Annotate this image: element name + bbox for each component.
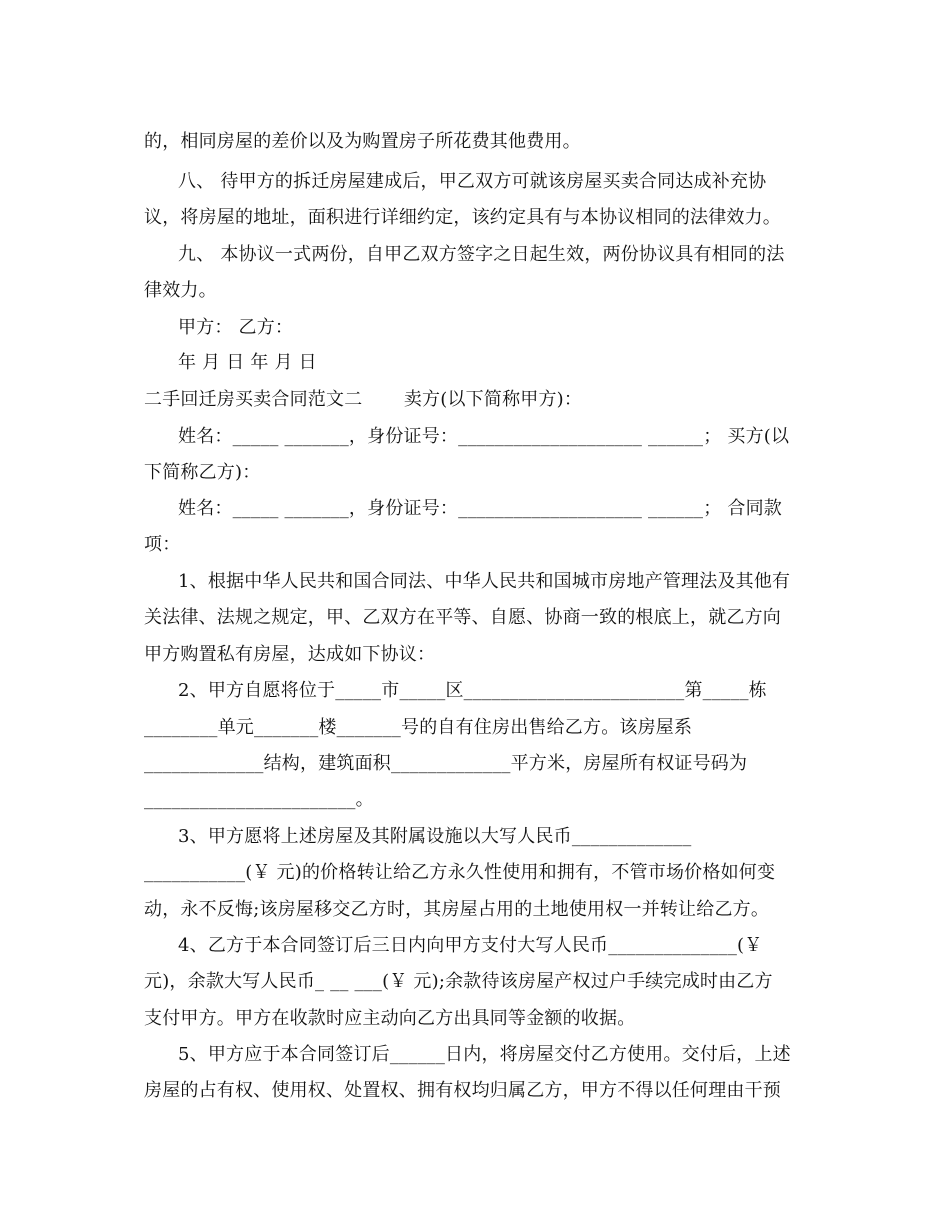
text-line: 项： bbox=[144, 534, 181, 555]
text-line: _______________________。 bbox=[144, 789, 374, 810]
text-line: 下简称乙方)： bbox=[144, 462, 261, 483]
text-line: 姓名：_____ _______，身份证号：____________________ ______； 买方(以 bbox=[178, 426, 790, 447]
text-line: 甲方： 乙方： bbox=[178, 317, 294, 338]
text-line: 元)，余款大写人民币_ __ ___(￥ 元);余款待该房屋产权过户手续完成时由乙方 bbox=[144, 971, 773, 992]
text-line: 1、根据中华人民共和国合同法、中华人民共和国城市房地产管理法及其他有 bbox=[178, 571, 791, 592]
text-line: 4、乙方于本合同签订后三日内向甲方支付大写人民币______________(￥ bbox=[178, 935, 763, 956]
section-heading: 二手回迁房买卖合同范文二 卖方(以下简称甲方)： bbox=[144, 389, 583, 410]
text-line: _____________结构，建筑面积_____________平方米，房屋所有权证号码为 bbox=[144, 753, 748, 774]
text-line: 律效力。 bbox=[144, 280, 217, 301]
text-line: 年 月 日 年 月 日 bbox=[178, 352, 317, 373]
text-line: 动，永不反悔;该房屋移交乙方时，其房屋占用的土地使用权一并转让给乙方。 bbox=[144, 899, 770, 920]
text-line: 八、 待甲方的拆迁房屋建成后，甲乙双方可就该房屋买卖合同达成补充协 bbox=[178, 171, 767, 192]
text-line: 3、甲方愿将上述房屋及其附属设施以大写人民币_____________ bbox=[178, 826, 692, 847]
text-line: 九、 本协议一式两份，自甲乙双方签字之日起生效，两份协议具有相同的法 bbox=[178, 244, 785, 265]
text-line: 房屋的占有权、使用权、处置权、拥有权均归属乙方，甲方不得以任何理由干预 bbox=[144, 1080, 781, 1101]
text-line: 议，将房屋的地址，面积进行详细约定，该约定具有与本协议相同的法律效力。 bbox=[144, 207, 781, 228]
text-line: 支付甲方。甲方在收款时应主动向乙方出具同等金额的收据。 bbox=[144, 1008, 636, 1029]
text-line: 的，相同房屋的差价以及为购置房子所花费其他费用。 bbox=[144, 131, 581, 152]
text-line: 关法律、法规之规定，甲、乙双方在平等、自愿、协商一致的根底上，就乙方向 bbox=[144, 607, 781, 628]
text-line: ________单元_______楼_______号的自有住房出售给乙方。该房屋系 bbox=[144, 717, 693, 738]
text-line: 甲方购置私有房屋，达成如下协议： bbox=[144, 644, 436, 665]
text-line: 2、甲方自愿将位于_____市_____区________________________第_____栋 bbox=[178, 680, 767, 701]
text-line: 5、甲方应于本合同签订后______日内，将房屋交付乙方使用。交付后，上述 bbox=[178, 1044, 791, 1065]
text-line: 姓名：_____ _______，身份证号：____________________ ______； 合同款 bbox=[178, 498, 782, 519]
text-line: ___________(￥ 元)的价格转让给乙方永久性使用和拥有，不管市场价格如何变 bbox=[144, 862, 776, 883]
